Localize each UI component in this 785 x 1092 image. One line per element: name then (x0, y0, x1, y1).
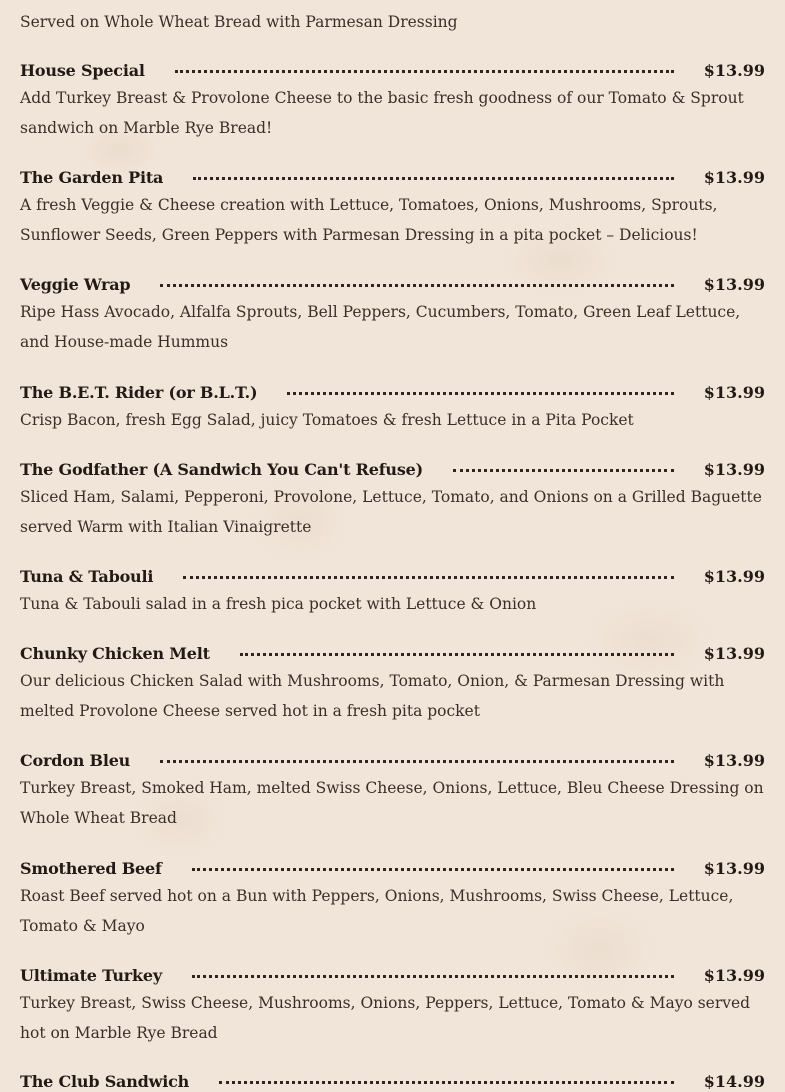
dot-leader (192, 868, 674, 871)
item-name: The Garden Pita (20, 168, 164, 187)
menu-item-club-sandwich (20, 1072, 765, 1092)
item-name: Smothered Beef (20, 859, 162, 878)
dot-leader (240, 653, 674, 656)
item-price: $14.99 (703, 1072, 765, 1091)
item-name: The Club Sandwich (20, 1072, 190, 1091)
dot-leader (183, 576, 674, 579)
dot-leader (287, 392, 673, 395)
dot-leader (175, 70, 674, 73)
menu-item-chunky-chicken-melt (20, 644, 765, 726)
menu-item-house-special (20, 61, 765, 143)
dot-leader (219, 1081, 674, 1084)
item-description: Turkey Breast, Swiss Cheese, Mushrooms, Onions, Peppers, Lettuce, Tomato & Mayo served hot on Marble Rye Bread (20, 994, 751, 1042)
item-name: The Godfather (A Sandwich You Can't Refuse) (20, 460, 424, 479)
dot-leader (160, 284, 673, 287)
menu-item-ultimate-turkey (20, 966, 765, 1048)
item-price: $13.99 (703, 61, 765, 80)
dot-leader (160, 760, 674, 763)
item-name: Veggie Wrap (20, 275, 131, 294)
item-price: $13.99 (703, 644, 765, 663)
item-description: Sliced Ham, Salami, Pepperoni, Provolone, Lettuce, Tomato, and Onions on a Grilled Baguette served Warm with Italian Vinaigrette (20, 488, 762, 536)
menu-item-smothered-beef (20, 859, 765, 941)
item-price: $13.99 (703, 275, 765, 294)
item-price: $13.99 (703, 751, 765, 770)
item-description: Tuna & Tabouli salad in a fresh pica pocket with Lettuce & Onion (20, 595, 537, 613)
menu-item-godfather (20, 460, 765, 542)
item-description: Our delicious Chicken Salad with Mushrooms, Tomato, Onion, & Parmesan Dressing with melted Provolone Cheese served hot in a fresh pita pocket (20, 672, 725, 720)
item-name: Tuna & Tabouli (20, 567, 154, 586)
item-description: Ripe Hass Avocado, Alfalfa Sprouts, Bell Peppers, Cucumbers, Tomato, Green Leaf Lettuce, and House-made Hummus (20, 303, 741, 351)
item-description: Crisp Bacon, fresh Egg Salad, juicy Tomatoes & fresh Lettuce in a Pita Pocket (20, 411, 634, 429)
item-price: $13.99 (703, 383, 765, 402)
menu-item-cordon-bleu (20, 751, 765, 833)
item-price: $13.99 (703, 567, 765, 586)
menu-item-bet-rider (20, 383, 765, 435)
item-price: $13.99 (703, 460, 765, 479)
item-description: Add Turkey Breast & Provolone Cheese to the basic fresh goodness of our Tomato & Sprout sandwich on Marble Rye Bread! (20, 89, 744, 137)
item-name: House Special (20, 61, 145, 80)
item-name: The B.E.T. Rider (or B.L.T.) (20, 383, 258, 402)
item-description: Roast Beef served hot on a Bun with Peppers, Onions, Mushrooms, Swiss Cheese, Lettuce, Tomato & Mayo (20, 887, 734, 935)
item-description: Turkey Breast, Smoked Ham, melted Swiss Cheese, Onions, Lettuce, Bleu Cheese Dressing on Whole Wheat Bread (20, 779, 764, 827)
dot-leader (192, 975, 674, 978)
item-name: Chunky Chicken Melt (20, 644, 210, 663)
item-price: $13.99 (703, 859, 765, 878)
item-price: $13.99 (703, 966, 765, 985)
menu-item-tuna-tabouli (20, 567, 765, 619)
item-description-partial: Served on Whole Wheat Bread with Parmesan Dressing (20, 13, 458, 31)
item-name: Ultimate Turkey (20, 966, 163, 985)
item-description: A fresh Veggie & Cheese creation with Lettuce, Tomatoes, Onions, Mushrooms, Sprouts, Sunflower Seeds, Green Peppers with Parmesan Dressing in a pita pocket – Delicious! (20, 196, 718, 244)
menu-item-garden-pita (20, 168, 765, 250)
dot-leader (453, 469, 674, 472)
item-price: $13.99 (703, 168, 765, 187)
dot-leader (193, 177, 674, 180)
menu-item-veggie-wrap (20, 275, 765, 357)
item-name: Cordon Bleu (20, 751, 131, 770)
